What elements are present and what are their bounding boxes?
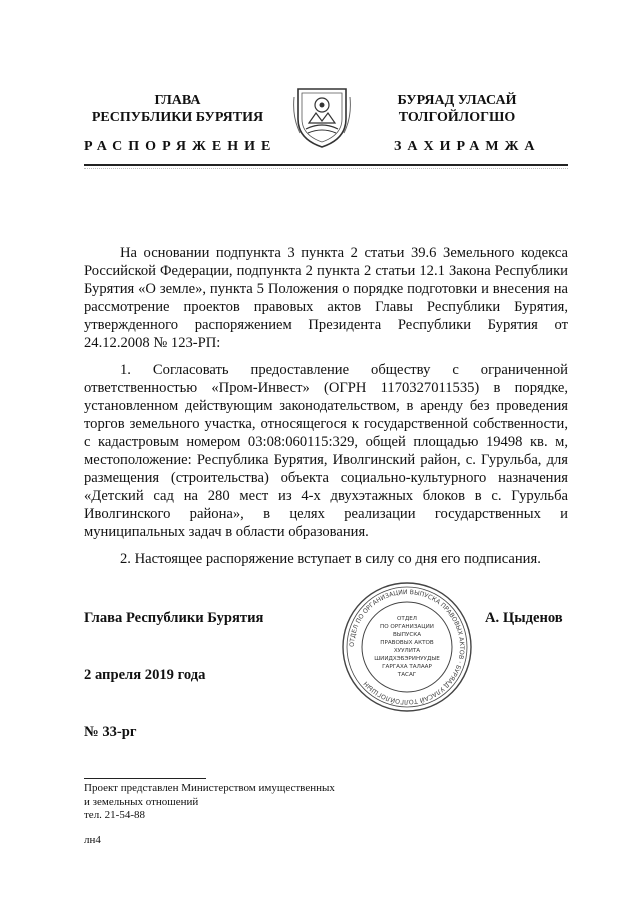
footer-note [84,782,335,823]
doc-type-ru: РАСПОРЯЖЕНИЕ [84,139,277,154]
document-number: № 33-рг [84,724,137,740]
signatory-name: А. Цыденов [485,610,563,626]
doc-type-bua: ЗАХИРАМЖА [394,139,541,154]
seal-line-4: ПРАВОВЫХ АКТОВ [380,640,434,646]
header-left-line1: ГЛАВА [154,93,201,108]
footer-line-1: Проект представлен Министерством имущественных [84,782,335,794]
header-right-line2: ТОЛГОЙЛОГШО [398,110,516,125]
seal-line-3: ВЫПУСКА [392,632,422,638]
header-left-line2: РЕСПУБЛИКИ БУРЯТИЯ [91,110,264,125]
footer-line-2: и земельных отношений [84,795,199,808]
document-body [84,244,568,577]
document-date: 2 апреля 2019 года [84,667,206,683]
header-right [372,92,542,126]
header-left [85,92,270,126]
header-dotted-divider [84,168,568,175]
body-paragraph-2: 1. Согласовать предоставление обществу с ограниченной ответственностью «Пром-Инвест» (ОГРН 1170327011535) в порядке, установленном действующим законодательством, в аренду без проведения торгов земельного участка, относящегося к государственной собственности, с кадастровым номером 03:08:060115:329, общей площадью 19498 кв. м, местоположение: Республика Бурятия, Иволгинский район, с. Гурульба, для размещения (строительства) объекта социально-культурного назначения «Детский сад на 280 мест из 4-х двухэтажных блоков в с. Гурульба Иволгинского района», в целях реализации государственных и муниципальных задач в области образования. [84,362,568,540]
official-seal-stamp [340,580,474,714]
body-paragraph-1: На основании подпункта 3 пункта 2 статьи 39.6 Земельного кодекса Российской Федерации, подпункта 2 пункта 2 статьи 12.1 Закона Республики Бурятия «О земле», пункта 5 Положения о порядке подготовки и внесения на рассмотрение проектов правовых актов Главы Республики Бурятия, утвержденного распоряжением Президента Республики Бурятия от 24.12.2008 № 123-РП: [84,245,568,351]
body-paragraph-3: 2. Настоящее распоряжение вступает в силу со дня его подписания. [120,551,541,567]
footer-code: лн4 [84,834,101,846]
seal-line-6: ШИИДХЭБЭРИНУУДЫЕ [374,656,440,662]
footer-phone: тел. 21-54-88 [84,809,146,821]
seal-line-5: ХУУЛИТА [393,648,421,654]
header-divider [84,164,568,166]
signatory-title: Глава Республики Бурятия [84,610,264,626]
footer-divider [84,778,206,779]
seal-line-7: ГАРГАХА ТАЛААР [382,664,432,670]
seal-ring-text: ОТДЕЛ ПО ОРГАНИЗАЦИИ ВЫПУСКА ПРАВОВЫХ АКТОВ · БУРЯАД УЛАСАЙ ТОЛГОЙЛОГШЫН [348,588,466,706]
header-right-line1: БУРЯАД УЛАСАЙ [397,93,517,108]
seal-line-8: ТАСАГ [397,672,417,678]
seal-line-2: ПО ОРГАНИЗАЦИИ [380,624,434,630]
coat-of-arms-icon [292,83,352,149]
seal-line-1: ОТДЕЛ [397,616,417,622]
